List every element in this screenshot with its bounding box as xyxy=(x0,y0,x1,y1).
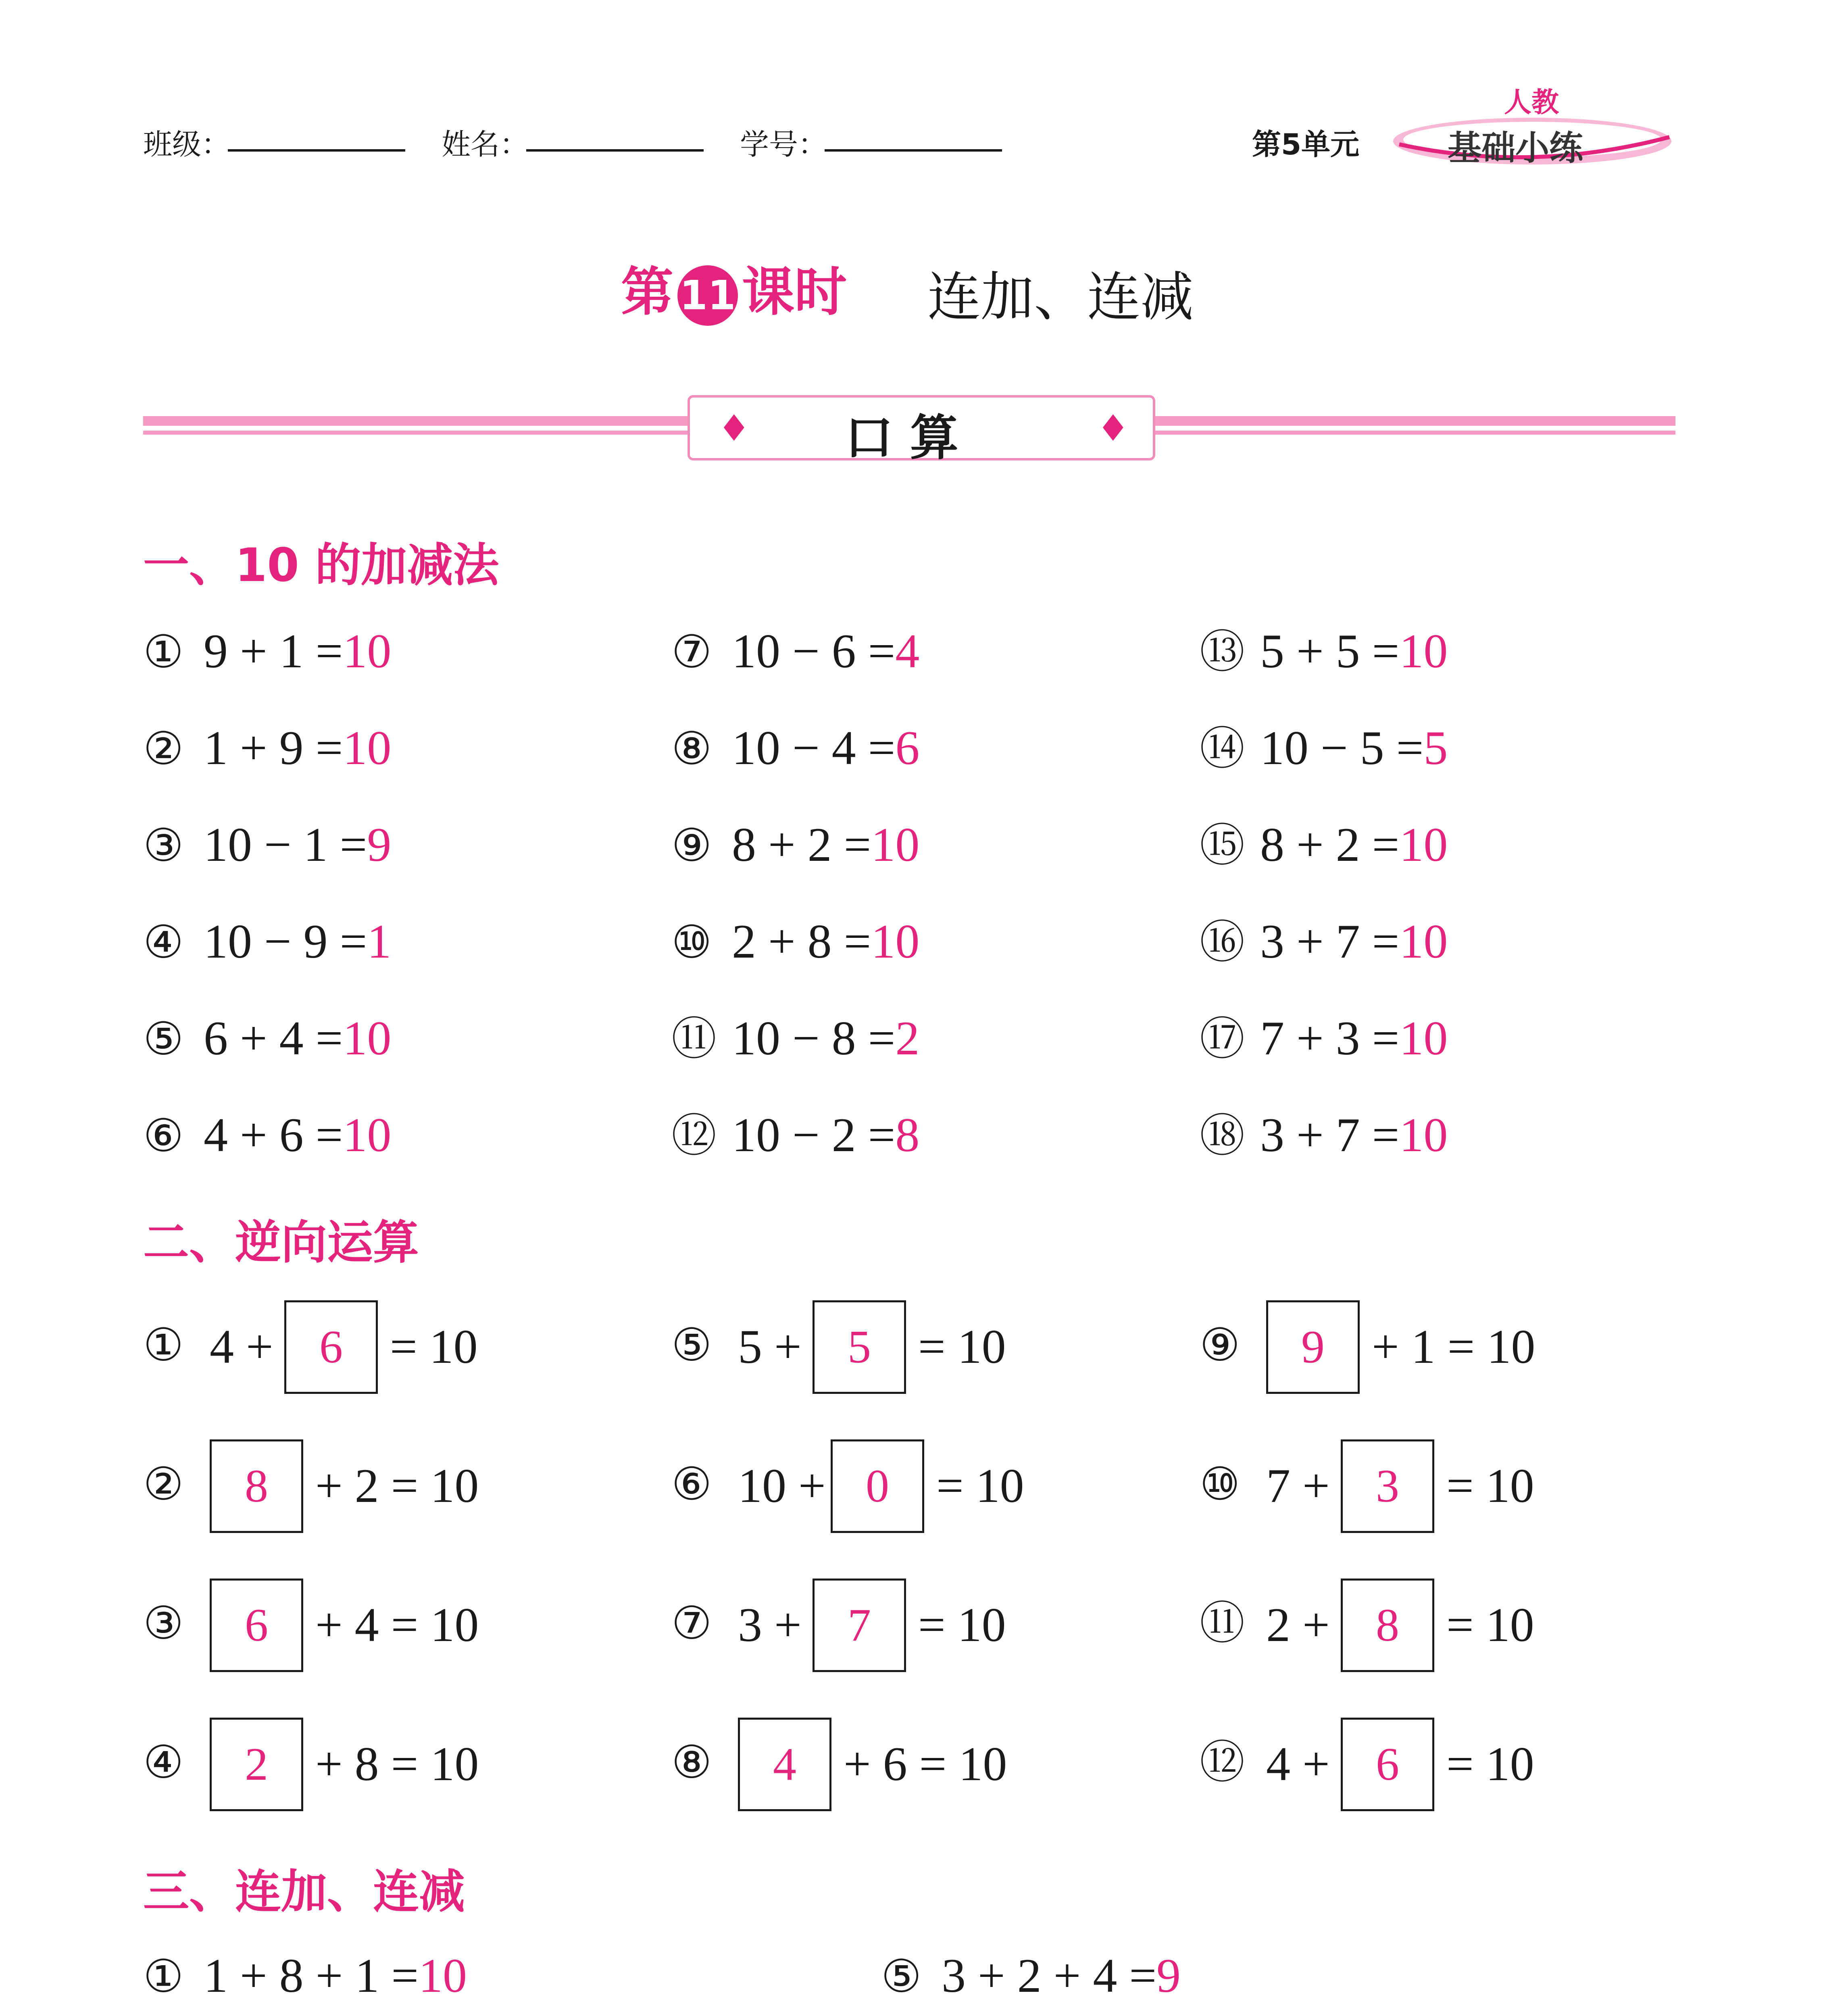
problem-answer[interactable]: 9 xyxy=(1156,1949,1181,2002)
problem-expression: 10 − 4 = xyxy=(732,721,896,775)
problem-answer[interactable]: 10 xyxy=(1399,1011,1448,1065)
problem-item xyxy=(1200,721,1448,775)
problem-lead-expression: 10 + xyxy=(738,1459,826,1512)
problem-number: ① xyxy=(143,1950,184,2003)
problem-item xyxy=(671,1108,920,1162)
problem-answer[interactable]: 2 xyxy=(895,1011,920,1065)
lesson-number-badge: 11 xyxy=(677,265,738,326)
answer-box[interactable]: 3 xyxy=(1341,1439,1434,1533)
problem-number: ⑦ xyxy=(671,626,712,678)
problem-lead-expression: 4 + xyxy=(1266,1737,1330,1791)
problem-number: ⑩ xyxy=(671,916,712,968)
brand-top-text: 人教 xyxy=(1504,87,1559,119)
problem-answer[interactable]: 5 xyxy=(1423,721,1448,775)
problem-trail-expression: = 10 xyxy=(1446,1598,1534,1652)
problem-expression: 3 + 2 + 4 = xyxy=(942,1949,1157,2002)
answer-box[interactable]: 6 xyxy=(1341,1718,1434,1811)
problem-trail-expression: + 6 = 10 xyxy=(844,1737,1007,1791)
problem-item xyxy=(671,914,920,968)
answer-box[interactable]: 9 xyxy=(1266,1300,1360,1394)
problem-item xyxy=(1200,1011,1448,1065)
problem-number: ⑮ xyxy=(1200,819,1245,872)
answer-box[interactable]: 6 xyxy=(284,1300,378,1394)
problem-expression: 8 + 2 = xyxy=(1260,818,1400,871)
problem-number: ⑧ xyxy=(671,1736,712,1789)
brand-logo xyxy=(1387,81,1677,173)
class-field[interactable] xyxy=(228,121,405,152)
problem-trail-expression: + 8 = 10 xyxy=(315,1737,479,1791)
problem-number: ⑩ xyxy=(1200,1458,1240,1510)
problem-answer[interactable]: 9 xyxy=(367,818,392,871)
problem-trail-expression: = 10 xyxy=(1446,1459,1534,1512)
section3-title: 三、连加、连减 xyxy=(143,1865,465,1918)
problem-trail-expression: = 10 xyxy=(1446,1737,1534,1791)
problem-trail-expression: + 1 = 10 xyxy=(1372,1320,1536,1373)
problem-number: ⑯ xyxy=(1200,916,1245,968)
answer-box[interactable]: 7 xyxy=(813,1579,906,1672)
chain-problem xyxy=(143,1949,467,2003)
problem-expression: 4 + 6 = xyxy=(204,1108,343,1162)
problem-answer[interactable]: 1 xyxy=(367,914,392,968)
problem-expression: 10 − 2 = xyxy=(732,1108,896,1162)
chain-problem xyxy=(881,1949,1181,2003)
unit-label: 第5单元 xyxy=(1252,127,1360,161)
problem-number: ⑥ xyxy=(671,1458,712,1510)
problem-answer[interactable]: 10 xyxy=(1399,818,1448,871)
answer-box[interactable]: 8 xyxy=(1341,1579,1434,1672)
problem-answer[interactable]: 4 xyxy=(895,624,920,678)
problem-answer[interactable]: 10 xyxy=(1399,1108,1448,1162)
problem-expression: 9 + 1 = xyxy=(204,624,343,678)
problem-answer[interactable]: 10 xyxy=(1399,914,1448,968)
problem-item xyxy=(143,721,392,775)
problem-number: ① xyxy=(143,1319,184,1371)
name-label: 姓名： xyxy=(442,127,529,161)
problem-item xyxy=(143,624,392,678)
problem-item xyxy=(671,624,920,678)
answer-box[interactable]: 5 xyxy=(813,1300,906,1394)
lesson-suffix: 课时 xyxy=(742,261,847,323)
problem-lead-expression: 3 + xyxy=(738,1598,802,1652)
problem-trail-expression: + 4 = 10 xyxy=(315,1598,479,1652)
problem-expression: 10 − 6 = xyxy=(732,624,896,678)
banner-diamond-left: ♦ xyxy=(718,407,750,450)
problem-number: ⑨ xyxy=(1200,1319,1240,1371)
problem-item xyxy=(143,1108,392,1162)
problem-answer[interactable]: 10 xyxy=(1399,624,1448,678)
problem-item xyxy=(143,1011,392,1065)
problem-number: ⑪ xyxy=(1200,1597,1245,1649)
problem-expression: 10 − 5 = xyxy=(1260,721,1424,775)
problem-number: ⑧ xyxy=(671,723,712,775)
problem-item xyxy=(671,721,920,775)
banner-title: 口 算 xyxy=(845,410,958,466)
answer-box[interactable]: 8 xyxy=(210,1439,303,1533)
problem-number: ② xyxy=(143,1458,184,1510)
problem-number: ③ xyxy=(143,1597,184,1649)
name-field[interactable] xyxy=(526,121,704,152)
answer-box[interactable]: 4 xyxy=(738,1718,831,1811)
problem-answer[interactable]: 10 xyxy=(871,914,920,968)
student-id-field[interactable] xyxy=(825,121,1002,152)
problem-number: ⑭ xyxy=(1200,723,1245,775)
lesson-topic: 连加、连减 xyxy=(927,266,1194,328)
problem-number: ⑤ xyxy=(671,1319,712,1371)
answer-box[interactable]: 6 xyxy=(210,1579,303,1672)
problem-answer[interactable]: 8 xyxy=(895,1108,920,1162)
problem-trail-expression: = 10 xyxy=(918,1598,1006,1652)
problem-number: ⑰ xyxy=(1200,1013,1245,1065)
problem-trail-expression: = 10 xyxy=(390,1320,478,1373)
lesson-heading xyxy=(621,250,847,326)
section2-title: 二、逆向运算 xyxy=(143,1216,419,1269)
problem-expression: 3 + 7 = xyxy=(1260,914,1400,968)
problem-answer[interactable]: 10 xyxy=(343,624,392,678)
problem-number: ⑱ xyxy=(1200,1110,1245,1162)
problem-answer[interactable]: 10 xyxy=(343,1011,392,1065)
problem-number: ⑬ xyxy=(1200,626,1245,678)
problem-answer[interactable]: 10 xyxy=(343,1108,392,1162)
problem-number: ⑥ xyxy=(143,1110,184,1162)
problem-answer[interactable]: 10 xyxy=(871,818,920,871)
problem-item xyxy=(671,1011,920,1065)
problem-expression: 2 + 8 = xyxy=(732,914,871,968)
problem-number: ⑤ xyxy=(881,1950,922,2003)
problem-answer[interactable]: 6 xyxy=(895,721,920,775)
problem-expression: 1 + 8 + 1 = xyxy=(204,1949,419,2002)
problem-lead-expression: 5 + xyxy=(738,1320,802,1373)
answer-box[interactable]: 0 xyxy=(831,1439,924,1533)
problem-number: ⑫ xyxy=(1200,1736,1245,1789)
problem-number: ② xyxy=(143,723,184,775)
problem-number: ⑨ xyxy=(671,819,712,872)
problem-trail-expression: = 10 xyxy=(936,1459,1024,1512)
problem-trail-expression: + 2 = 10 xyxy=(315,1459,479,1512)
student-id-label: 学号： xyxy=(740,127,827,161)
problem-expression: 5 + 5 = xyxy=(1260,624,1400,678)
problem-item xyxy=(1200,624,1448,678)
lesson-prefix: 第 xyxy=(621,261,674,323)
problem-expression: 1 + 9 = xyxy=(204,721,343,775)
problem-number: ④ xyxy=(143,916,184,968)
problem-expression: 10 − 9 = xyxy=(204,914,367,968)
section1-title: 一、10 的加减法 xyxy=(143,538,499,592)
problem-lead-expression: 7 + xyxy=(1266,1459,1330,1512)
problem-expression: 8 + 2 = xyxy=(732,818,871,871)
problem-lead-expression: 4 + xyxy=(210,1320,273,1373)
problem-lead-expression: 2 + xyxy=(1266,1598,1330,1652)
class-label: 班级： xyxy=(143,127,231,161)
problem-item xyxy=(143,818,392,872)
answer-box[interactable]: 2 xyxy=(210,1718,303,1811)
problem-number: ⑫ xyxy=(671,1110,717,1162)
problem-number: ⑦ xyxy=(671,1597,712,1649)
problem-number: ③ xyxy=(143,819,184,872)
problem-item xyxy=(671,818,920,872)
problem-item xyxy=(1200,1108,1448,1162)
problem-expression: 10 − 1 = xyxy=(204,818,367,871)
problem-expression: 7 + 3 = xyxy=(1260,1011,1400,1065)
problem-item xyxy=(1200,914,1448,968)
problem-number: ④ xyxy=(143,1736,184,1789)
problem-number: ① xyxy=(143,626,184,678)
problem-item xyxy=(143,914,392,968)
problem-item xyxy=(1200,818,1448,872)
brand-main-text: 基础小练 xyxy=(1448,128,1583,168)
problem-number: ⑪ xyxy=(671,1013,717,1065)
problem-answer[interactable]: 10 xyxy=(343,721,392,775)
problem-expression: 6 + 4 = xyxy=(204,1011,343,1065)
problem-answer[interactable]: 10 xyxy=(419,1949,467,2002)
problem-expression: 3 + 7 = xyxy=(1260,1108,1400,1162)
banner-diamond-right: ♦ xyxy=(1097,407,1129,450)
problem-number: ⑤ xyxy=(143,1013,184,1065)
problem-trail-expression: = 10 xyxy=(918,1320,1006,1373)
problem-expression: 10 − 8 = xyxy=(732,1011,896,1065)
